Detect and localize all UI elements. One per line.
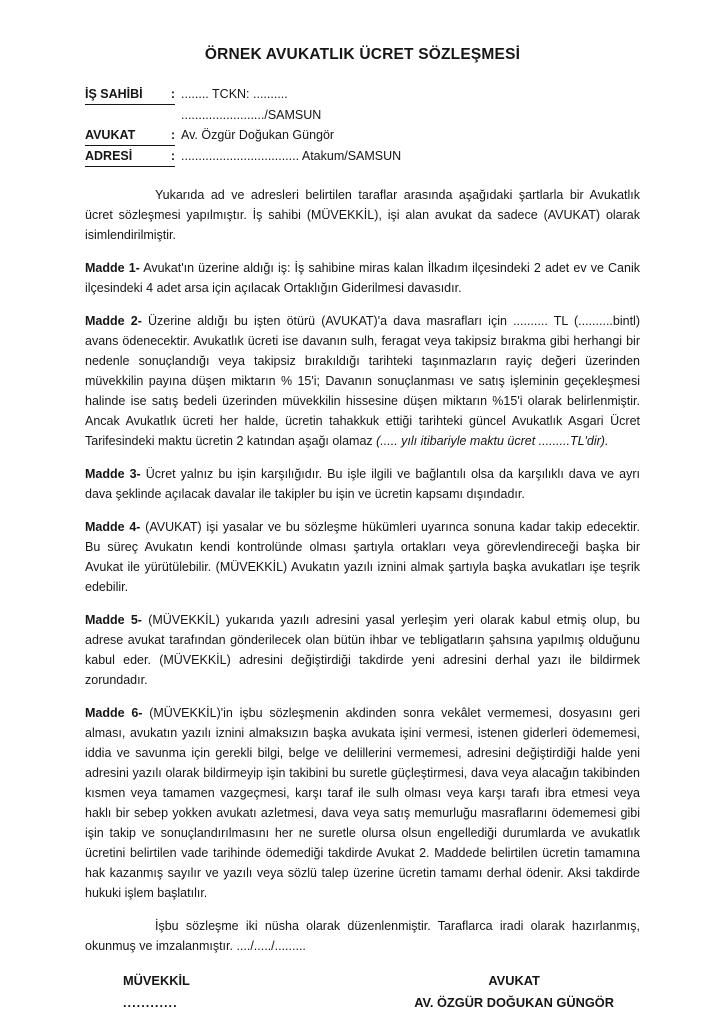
party-value-is-sahibi: ........ TCKN: .......... (181, 87, 288, 101)
article-6 (85, 703, 640, 903)
party-value-adresi: .................................. Atakum/SAMSUN (181, 149, 402, 163)
party-value-avukat: Av. Özgür Doğukan Güngör (181, 128, 335, 142)
signature-client-dots: ............ (123, 995, 178, 1010)
article-4 (85, 517, 640, 597)
parties-block (85, 84, 640, 167)
article-4-text: (AVUKAT) işi yasalar ve bu sözleşme hükümleri uyarınca sonuna kadar takip edecektir. Bu süreç Avukatın kendi kontrolünde olması şartıyla ortakları veya görevlendireceği başka bir Avukat ile yürütülebilir. (MÜVEKKİL) Avukatın yazılı iznini almak şartıyla başka avukatları işe teşrik edebilir. (85, 520, 640, 594)
article-1-text: Avukat'ın üzerine aldığı iş: İş sahibine miras kalan İlkadım ilçesindeki 2 adet ev ve Canik ilçesindeki 4 adet arsa için açılacak Ortaklığın Giderilmesi davasıdır. (85, 261, 640, 295)
article-3-text: Ücret yalnız bu işin karşılığıdır. Bu işle ilgili ve bağlantılı olsa da karşılıklı dava ve ayrı dava şeklinde açılacak davalar ile takipler bu işin ve ücretin kapsamı dışındadır. (85, 467, 640, 501)
signature-attorney-title: AVUKAT (488, 973, 540, 988)
article-2 (85, 311, 640, 451)
signature-client (123, 970, 190, 1014)
article-4-label: Madde 4- (85, 520, 141, 534)
party-value-is-sahibi-line2: ......................../SAMSUN (181, 108, 322, 122)
closing-paragraph: İşbu sözleşme iki nüsha olarak düzenlenmiştir. Taraflarca iradi olarak hazırlanmış, okunmuş ve imzalanmıştır. ..../...../......... (85, 919, 640, 953)
article-2-italic-note: (..... yılı itibariyle maktu ücret .........TL'dir). (376, 434, 609, 448)
party-label-text: İŞ SAHİBİ (85, 87, 143, 101)
intro-paragraph: Yukarıda ad ve adresleri belirtilen taraflar arasında aşağıdaki şartlarla bir Avukatlık ücret sözleşmesi yapılmıştır. İş sahibi (MÜVEKKİL), işi alan avukat da sadece (AVUKAT) olarak isimlendirilmiştir. (85, 188, 640, 242)
party-label-is-sahibi (85, 84, 175, 105)
article-1 (85, 258, 640, 298)
party-label-text: ADRESİ (85, 149, 133, 163)
party-row-avukat (85, 125, 640, 146)
article-3 (85, 464, 640, 504)
party-label-avukat (85, 125, 175, 146)
party-label-text: AVUKAT (85, 128, 136, 142)
party-label-adresi (85, 146, 175, 167)
article-1-label: Madde 1- (85, 261, 140, 275)
colon: : (170, 128, 175, 142)
article-5-text: (MÜVEKKİL) yukarıda yazılı adresini yasal yerleşim yeri olarak kabul etmiş olup, bu adrese avukat tarafından gönderilecek olan bütün ihbar ve tebligatların şahsına yapılmış olduğunu kabul eder. (MÜVEKKİL) adresini değiştirdiği takdirde yeni adresini derhal yazı ile bildirmek zorundadır. (85, 613, 640, 687)
article-6-label: Madde 6- (85, 706, 143, 720)
party-row-adresi (85, 146, 640, 167)
colon: : (170, 149, 175, 163)
article-6-text: (MÜVEKKİL)'in işbu sözleşmenin akdinden sonra vekâlet vermemesi, dosyasını geri alması, avukatın yazılı iznini almaksızın başka avukata işini vermesi, istenen giderleri ödememesi, iddia ve savunma için gerekli bilgi, belge ve delillerini vermemesi, adresini değiştirdiği halde yeni adresini yazılı olarak bildirmeyip işin takibini bu suretle güçleştirmesi, dava veya alacağın takibinden kısmen veya tamamen vazgeçmesi, karşı taraf ile sulh olması veya karşı tarafı ibra etmesi veya haklı bir sebep yokken avukatı azletmesi, dava veya satış memurluğu masraflarını ödememesi gibi işin takip ve sonuçlandırılmasını her ne suretle olursa olsun engellediği durumlarda ve avukatlık ücretini belirtilen vade tarihinde ödemediği takdirde Avukat 2. Maddede belirtilen ücretin tamamına hak kazanmış sayılır ve yazılı veya sözlü talep üzerine ücretin tamamı derhal ödenir. Aksi takdirde hukuki işlem başlatılır. (85, 706, 640, 900)
signature-client-title: MÜVEKKİL (123, 973, 190, 988)
signature-attorney-name: AV. ÖZGÜR DOĞUKAN GÜNGÖR (414, 995, 614, 1010)
signature-attorney (414, 970, 614, 1014)
document-title: ÖRNEK AVUKATLIK ÜCRET SÖZLEŞMESİ (204, 46, 521, 63)
colon: : (170, 87, 175, 101)
article-5 (85, 610, 640, 690)
article-2-label: Madde 2- (85, 314, 142, 328)
signature-block (85, 970, 640, 1014)
party-row-is-sahibi (85, 84, 640, 105)
article-3-label: Madde 3- (85, 467, 141, 481)
article-5-label: Madde 5- (85, 613, 142, 627)
article-2-text: Üzerine aldığı bu işten ötürü (AVUKAT)'a dava masrafları için .......... TL (..........bintl) avans ödenecektir. Avukatlık ücreti ise davanın sulh, feragat veya takipsiz bırakma gibi herhangi bir nedenle sonuçlandığı veya takipsiz bırakıldığı tarihteki taşınmazların rayiç değeri üzerinden müvekkilin payına düşen miktarın % 15'i; Davanın sonuçlanması ve satış işleminin geçekleşmesi halinde ise satış bedeli üzerinden müvekkilin hissesine düşen miktarın %15'i olarak belirlenmiştir. Ancak Avukatlık ücreti her halde, ücretin tahakkuk ettiği tarihteki güncel Avukatlık Asgari Ücret Tarifesindeki maktu ücretin 2 katından aşağı olamaz (85, 314, 640, 448)
